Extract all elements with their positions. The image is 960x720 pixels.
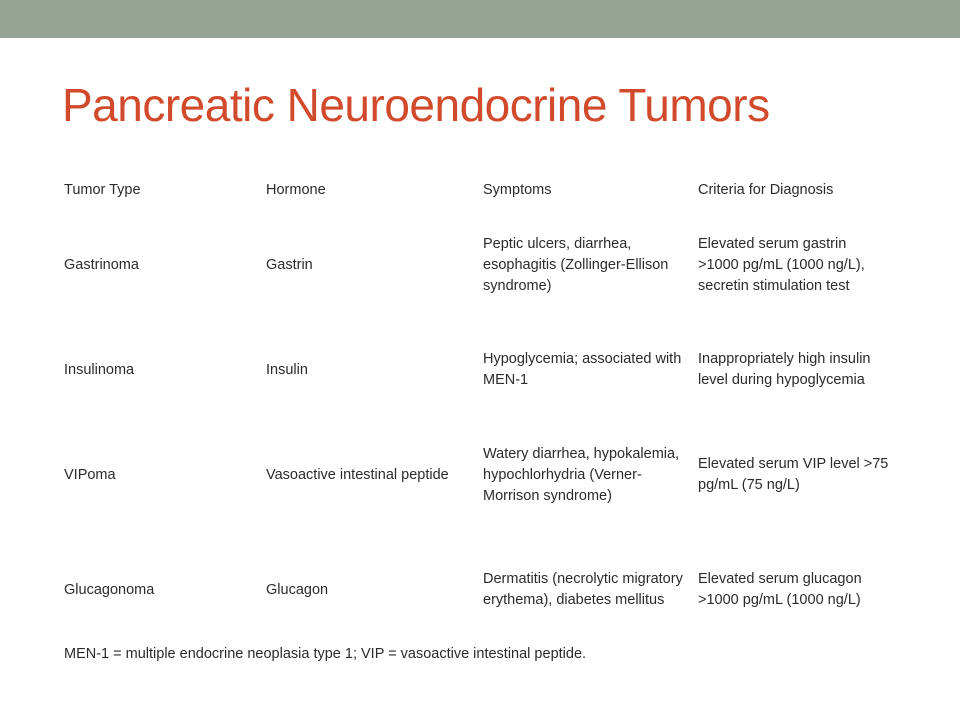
- cell-symptoms: Dermatitis (necrolytic migratory erythema), diabetes mellitus: [483, 571, 683, 608]
- cell-tumor-type: Gastrinoma: [64, 256, 139, 273]
- cell-criteria: Elevated serum VIP level >75 pg/mL (75 ng/L): [698, 456, 889, 493]
- header-hormone: Hormone: [266, 181, 326, 198]
- table-row: [60, 320, 894, 420]
- cell-hormone: Gastrin: [266, 256, 313, 273]
- cell-hormone: Vasoactive intestinal peptide: [266, 466, 449, 483]
- footnote: MEN-1 = multiple endocrine neoplasia type 1; VIP = vasoactive intestinal peptide.: [64, 646, 587, 662]
- header-criteria: Criteria for Diagnosis: [698, 181, 834, 198]
- cell-symptoms: Hypoglycemia; associated with MEN-1: [483, 351, 682, 388]
- top-accent-bar: [0, 0, 960, 38]
- header-tumor-type: Tumor Type: [64, 181, 141, 198]
- cell-symptoms: Watery diarrhea, hypokalemia, hypochlorhydria (Verner-Morrison syndrome): [483, 445, 680, 504]
- cell-symptoms: Peptic ulcers, diarrhea, esophagitis (Zollinger-Ellison syndrome): [483, 235, 669, 294]
- cell-criteria: Inappropriately high insulin level during hypoglycemia: [698, 351, 871, 388]
- table-row: [60, 210, 894, 320]
- cell-criteria: Elevated serum gastrin >1000 pg/mL (1000 ng/L), secretin stimulation test: [698, 235, 865, 294]
- cell-criteria: Elevated serum glucagon >1000 pg/mL (1000 ng/L): [698, 571, 862, 608]
- cell-tumor-type: Glucagonoma: [64, 581, 155, 598]
- cell-tumor-type: Insulinoma: [64, 361, 135, 378]
- cell-tumor-type: VIPoma: [64, 466, 116, 483]
- table-row: [60, 530, 894, 650]
- cell-hormone: Glucagon: [266, 581, 329, 598]
- cell-hormone: Insulin: [266, 361, 308, 378]
- header-symptoms: Symptoms: [483, 181, 552, 198]
- table-row: [60, 420, 894, 530]
- table-header-row: [60, 170, 894, 210]
- slide-title: Pancreatic Neuroendocrine Tumors: [62, 79, 770, 131]
- tumor-table: [60, 170, 894, 650]
